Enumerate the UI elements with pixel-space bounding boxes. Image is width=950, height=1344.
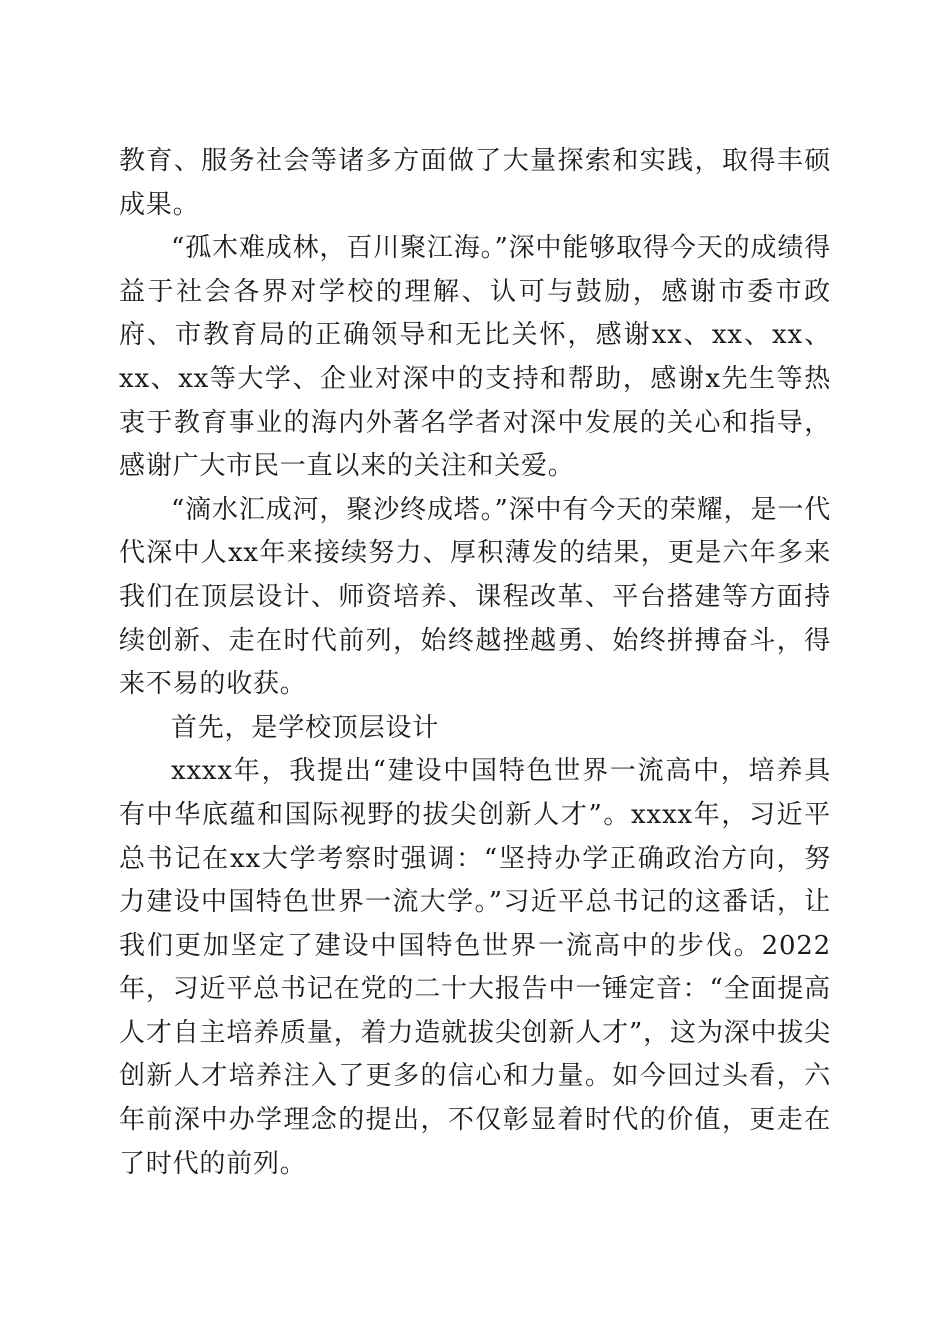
paragraph-3: “滴水汇成河，聚沙终成塔。”深中有今天的荣耀，是一代代深中人xx年来接续努力、厚积薄发的结果，更是六年多来我们在顶层设计、师资培养、课程改革、平台搭建等方面持续创新、走在时代前列，始终越挫越勇、始终拼搏奋斗，得来不易的收获。 — [119, 494, 831, 700]
paragraph-1: 教育、服务社会等诸多方面做了大量探索和实践，取得丰硕成果。 — [119, 146, 831, 220]
paragraph-2: “孤木难成林，百川聚江海。”深中能够取得今天的成绩得益于社会各界对学校的理解、认可与鼓励，感谢市委市政府、市教育局的正确领导和无比关怀，感谢xx、xx、xx、xx、xx等大学、企业对深中的支持和帮助，感谢x先生等热衷于教育事业的海内外著名学者对深中发展的关心和指导，感谢广大市民一直以来的关注和关爱。 — [119, 233, 831, 482]
section-heading: 首先，是学校顶层设计 — [171, 712, 440, 743]
document-body — [119, 140, 831, 1186]
paragraph-5: xxxx年，我提出“建设中国特色世界一流高中，培养具有中华底蕴和国际视野的拔尖创新人才”。xxxx年，习近平总书记在xx大学考察时强调：“坚持办学正确政治方向，努力建设中国特色世界一流大学。”习近平总书记的这番话，让我们更加坚定了建设中国特色世界一流高中的步伐。2022年，习近平总书记在党的二十大报告中一锤定音：“全面提高人才自主培养质量，着力造就拔尖创新人才”，这为深中拔尖创新人才培养注入了更多的信心和力量。如今回过头看，六年前深中办学理念的提出，不仅彰显着时代的价值，更走在了时代的前列。 — [119, 756, 831, 1179]
